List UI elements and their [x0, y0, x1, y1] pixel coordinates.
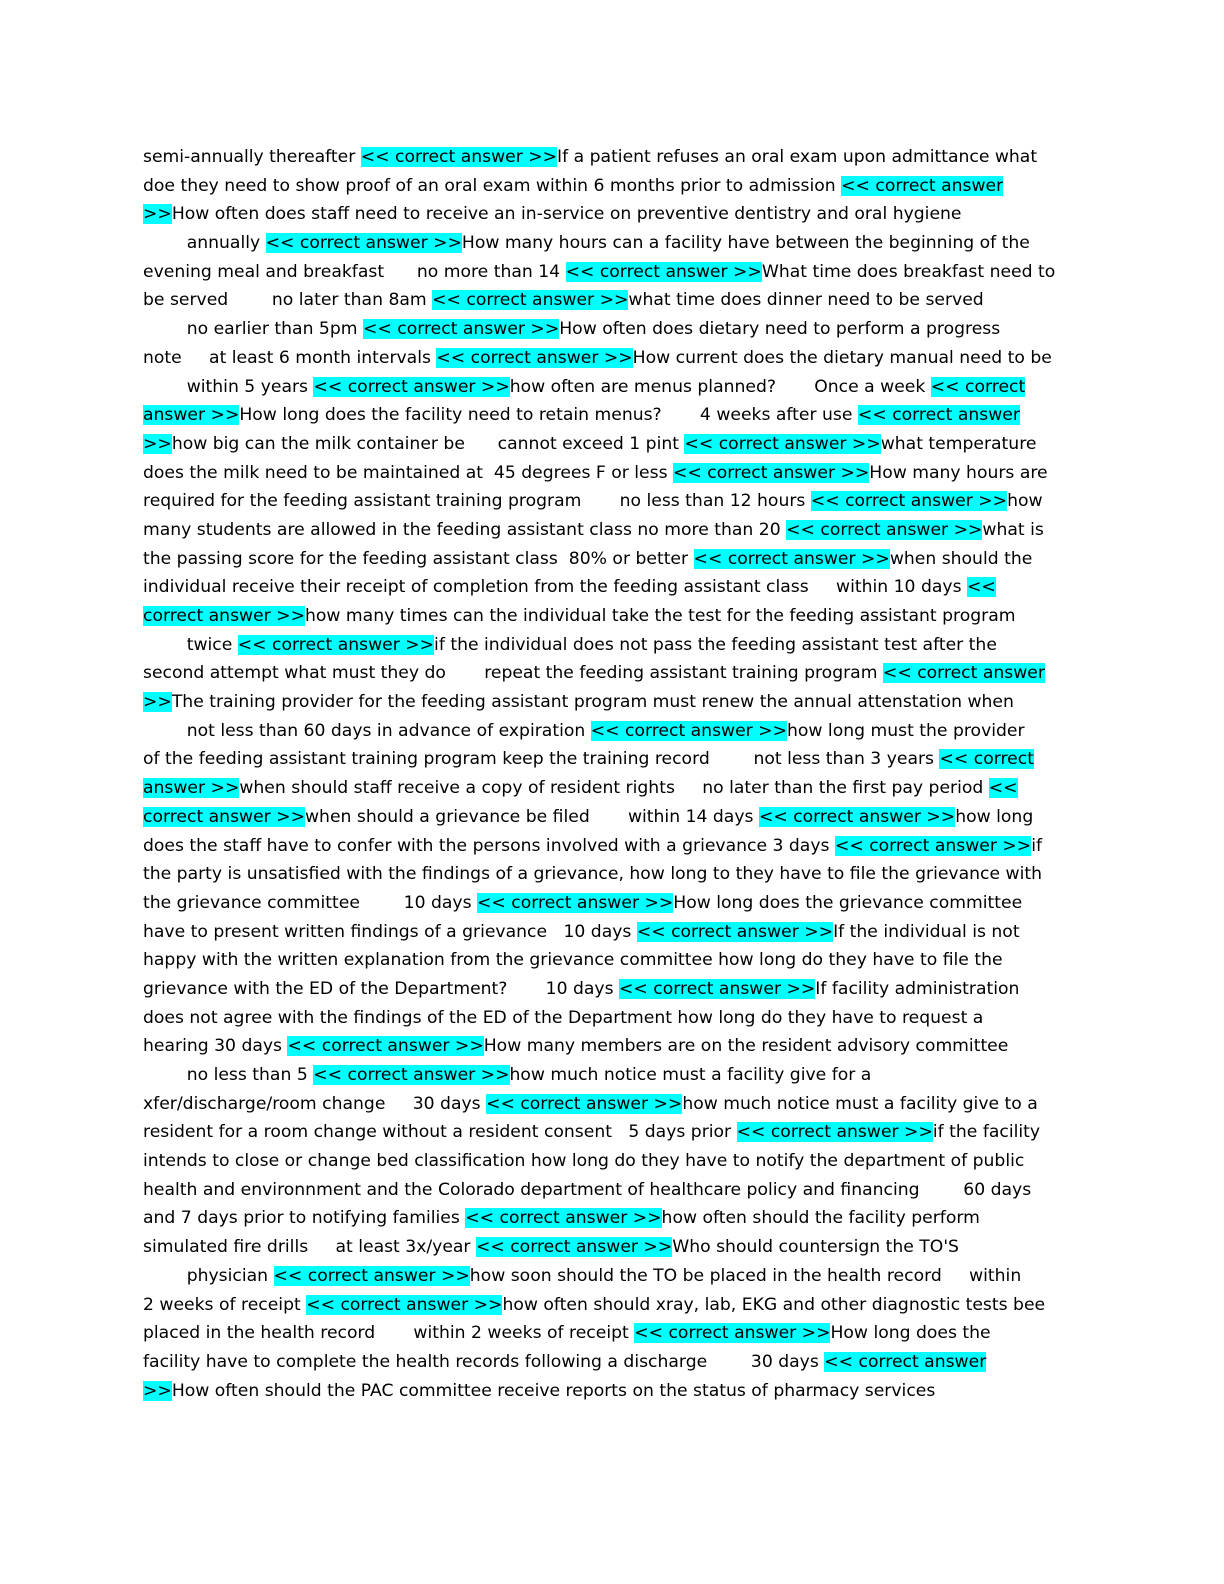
- text-line: [143, 803, 1083, 832]
- answer-highlight: >>: [143, 433, 172, 454]
- answer-highlight: << correct answer >>: [313, 376, 510, 397]
- text-segment: If the individual is not: [833, 921, 1020, 942]
- text-segment: physician: [143, 1265, 274, 1286]
- answer-highlight: << correct answer >>: [313, 1065, 510, 1085]
- text-line: [143, 602, 1083, 631]
- text-segment: how soon should the TO be placed in the health record within: [469, 1265, 1022, 1286]
- text-segment: How often does dietary need to perform a progress: [559, 319, 1001, 340]
- answer-highlight: << correct answer >>: [306, 1294, 503, 1315]
- text-segment: happy with the written explanation from the grievance committee how long do they have to file the: [143, 950, 1003, 971]
- answer-highlight: <<: [988, 778, 1018, 799]
- text-line: [143, 1348, 1083, 1377]
- text-line: [143, 344, 1083, 373]
- text-segment: how often are menus planned? Once a week: [509, 376, 931, 397]
- text-segment: if: [1031, 835, 1043, 856]
- answer-highlight: << correct answer >>: [634, 1323, 831, 1344]
- answer-highlight: << correct answer >>: [273, 1265, 470, 1286]
- text-line: [143, 200, 1083, 229]
- answer-highlight: << correct answer >>: [237, 634, 435, 655]
- text-segment: what temperature: [880, 433, 1037, 454]
- answer-highlight: << correct answer >>: [786, 519, 983, 540]
- text-segment: when should a grievance be filed within 14 days: [305, 806, 759, 827]
- text-segment: The training provider for the feeding assistant program must renew the annual attenstation when: [171, 692, 1014, 713]
- text-line: [143, 1061, 1083, 1090]
- text-line: [143, 143, 1083, 172]
- answer-highlight: << correct answer >>: [693, 548, 890, 569]
- text-line: [143, 860, 1083, 889]
- answer-highlight: << correct answer >>: [360, 147, 558, 167]
- answer-highlight: << correct answer >>: [436, 347, 633, 368]
- text-segment: How long does the facility need to retain menus? 4 weeks after use: [239, 405, 858, 426]
- text-line: [143, 717, 1083, 746]
- text-segment: facility have to complete the health records following a discharge 30 days: [143, 1351, 825, 1372]
- text-segment: twice: [143, 634, 238, 655]
- text-segment: when should staff receive a copy of resident rights no later than the first pay period: [239, 778, 989, 799]
- text-segment: how long must the provider: [787, 720, 1025, 741]
- answer-highlight: << correct answer >>: [736, 1122, 933, 1143]
- text-segment: semi-annually thereafter: [143, 147, 361, 167]
- text-segment: If facility administration: [815, 978, 1020, 999]
- text-segment: how many times can the individual take the test for the feeding assistant program: [305, 606, 1016, 626]
- text-line: [143, 946, 1083, 975]
- answer-highlight: << correct answer >>: [673, 462, 870, 483]
- text-segment: no earlier than 5pm: [143, 319, 363, 340]
- answer-highlight: << correct answer >>: [619, 978, 816, 999]
- text-line: [143, 401, 1083, 430]
- text-line: [143, 1118, 1083, 1147]
- text-segment: how often should the facility perform: [661, 1208, 980, 1229]
- text-segment: if the individual does not pass the feeding assistant test after the: [434, 634, 997, 655]
- text-segment: grievance with the ED of the Department? 10 days: [143, 978, 620, 999]
- answer-highlight: << correct answer >>: [287, 1036, 484, 1057]
- text-segment: evening meal and breakfast no more than 14: [143, 261, 566, 282]
- text-segment: the grievance committee 10 days: [143, 892, 478, 913]
- text-segment: How many hours can a facility have between the beginning of the: [461, 233, 1030, 254]
- answer-highlight: << correct answer >>: [684, 433, 881, 454]
- answer-highlight: << correct answer >>: [565, 261, 762, 282]
- text-line: [143, 659, 1083, 688]
- text-line: [143, 1176, 1083, 1205]
- text-segment: Who should countersign the TO'S: [672, 1237, 959, 1258]
- answer-highlight: << correct answer >>: [477, 892, 674, 913]
- text-segment: does the staff have to confer with the persons involved with a grievance 3 days: [143, 835, 835, 856]
- text-segment: simulated fire drills at least 3x/year: [143, 1237, 476, 1258]
- text-segment: be served no later than 8am: [143, 290, 433, 311]
- document-body: [143, 143, 1083, 1405]
- answer-highlight: << correct answer: [857, 405, 1020, 426]
- text-segment: resident for a room change without a resident consent 5 days prior: [143, 1122, 737, 1143]
- text-line: [143, 487, 1083, 516]
- answer-highlight: answer >>: [143, 778, 240, 799]
- answer-highlight: << correct answer >>: [475, 1237, 673, 1258]
- text-line: [143, 1147, 1083, 1176]
- text-segment: the passing score for the feeding assistant class 80% or better: [143, 548, 694, 569]
- text-segment: required for the feeding assistant training program no less than 12 hours: [143, 491, 811, 512]
- answer-highlight: correct answer >>: [143, 606, 305, 626]
- answer-highlight: << correct answer >>: [486, 1093, 683, 1114]
- text-segment: does not agree with the findings of the ED of the Department how long do they have to request a: [143, 1007, 984, 1028]
- text-segment: How long does the: [830, 1323, 991, 1344]
- text-segment: the party is unsatisfied with the findings of a grievance, how long to they have to file the grievance with: [143, 864, 1042, 885]
- answer-highlight: << correct answer: [824, 1351, 987, 1372]
- answer-highlight: answer >>: [143, 405, 240, 426]
- text-segment: hearing 30 days: [143, 1036, 288, 1057]
- text-line: [143, 889, 1083, 918]
- text-segment: how much notice must a facility give to a: [682, 1093, 1038, 1114]
- text-segment: doe they need to show proof of an oral exam within 6 months prior to admission: [143, 175, 842, 196]
- text-line: [143, 688, 1083, 717]
- text-line: [143, 1319, 1083, 1348]
- text-segment: individual receive their receipt of completion from the feeding assistant class within 10 days: [143, 577, 967, 598]
- text-segment: how long: [955, 806, 1034, 827]
- answer-highlight: >>: [143, 204, 172, 225]
- text-line: [143, 631, 1083, 660]
- text-line: [143, 573, 1083, 602]
- text-segment: not less than 60 days in advance of expiration: [143, 720, 591, 741]
- text-segment: what time does dinner need to be served: [628, 290, 984, 311]
- text-segment: How often does staff need to receive an in-service on preventive dentistry and oral hygiene: [171, 204, 962, 225]
- text-segment: health and environnment and the Colorado department of healthcare policy and financing 60 days: [143, 1179, 1032, 1200]
- answer-highlight: << correct answer >>: [636, 921, 834, 942]
- text-segment: intends to close or change bed classification how long do they have to notify the department of public: [143, 1151, 1025, 1172]
- text-line: [143, 172, 1083, 201]
- text-segment: and 7 days prior to notifying families: [143, 1208, 466, 1229]
- text-line: [143, 1262, 1083, 1291]
- text-segment: how often should xray, lab, EKG and other diagnostic tests bee: [502, 1294, 1046, 1315]
- answer-highlight: <<: [966, 577, 996, 598]
- answer-highlight: << correct answer >>: [590, 720, 787, 741]
- answer-highlight: << correct answer: [841, 175, 1004, 196]
- text-line: [143, 545, 1083, 574]
- answer-highlight: << correct answer: [882, 663, 1045, 684]
- answer-highlight: correct answer >>: [143, 806, 305, 827]
- text-segment: If a patient refuses an oral exam upon admittance what: [557, 147, 1038, 167]
- text-segment: have to present written findings of a grievance 10 days: [143, 921, 637, 942]
- text-line: [143, 1204, 1083, 1233]
- text-segment: xfer/discharge/room change 30 days: [143, 1093, 487, 1114]
- text-segment: within 5 years: [143, 376, 314, 397]
- text-line: [143, 1004, 1083, 1033]
- answer-highlight: << correct answer >>: [362, 319, 560, 340]
- text-line: [143, 1090, 1083, 1119]
- text-segment: How long does the grievance committee: [673, 892, 1023, 913]
- text-segment: How often should the PAC committee receive reports on the status of pharmacy services: [171, 1380, 936, 1401]
- answer-highlight: << correct answer >>: [758, 806, 956, 827]
- text-line: [143, 258, 1083, 287]
- text-segment: of the feeding assistant training program keep the training record not less than 3 years: [143, 749, 940, 770]
- text-line: [143, 1291, 1083, 1320]
- answer-highlight: << correct: [930, 376, 1026, 397]
- text-segment: how much notice must a facility give for a: [509, 1065, 872, 1085]
- text-segment: how big can the milk container be cannot exceed 1 pint: [171, 433, 685, 454]
- text-line: [143, 975, 1083, 1004]
- text-segment: second attempt what must they do repeat the feeding assistant training program: [143, 663, 883, 684]
- text-line: [143, 459, 1083, 488]
- answer-highlight: << correct answer >>: [432, 290, 629, 311]
- text-line: [143, 315, 1083, 344]
- text-segment: How many hours are: [869, 462, 1048, 483]
- text-segment: How current does the dietary manual need to be: [632, 347, 1052, 368]
- text-segment: placed in the health record within 2 weeks of receipt: [143, 1323, 635, 1344]
- text-line: [143, 1233, 1083, 1262]
- text-segment: note at least 6 month intervals: [143, 347, 437, 368]
- text-line: [143, 1377, 1083, 1406]
- text-segment: if the facility: [932, 1122, 1041, 1143]
- text-segment: what is: [982, 519, 1044, 540]
- text-line: [143, 745, 1083, 774]
- text-segment: annually: [143, 233, 266, 254]
- text-segment: 2 weeks of receipt: [143, 1294, 307, 1315]
- answer-highlight: >>: [143, 692, 172, 713]
- text-line: [143, 832, 1083, 861]
- text-segment: how: [1007, 491, 1043, 512]
- answer-highlight: >>: [143, 1380, 172, 1401]
- answer-highlight: << correct answer >>: [265, 233, 462, 254]
- text-segment: when should the: [889, 548, 1033, 569]
- answer-highlight: << correct answer >>: [465, 1208, 662, 1229]
- text-line: [143, 1032, 1083, 1061]
- text-segment: What time does breakfast need to: [761, 261, 1056, 282]
- answer-highlight: << correct answer >>: [834, 835, 1032, 856]
- text-line: [143, 918, 1083, 947]
- text-line: [143, 229, 1083, 258]
- text-segment: many students are allowed in the feeding assistant class no more than 20: [143, 519, 787, 540]
- text-line: [143, 430, 1083, 459]
- text-line: [143, 516, 1083, 545]
- text-segment: How many members are on the resident advisory committee: [483, 1036, 1009, 1057]
- text-line: [143, 286, 1083, 315]
- text-segment: does the milk need to be maintained at 45 degrees F or less: [143, 462, 674, 483]
- text-line: [143, 373, 1083, 402]
- text-segment: no less than 5: [143, 1065, 314, 1085]
- text-line: [143, 774, 1083, 803]
- answer-highlight: << correct: [939, 749, 1034, 770]
- answer-highlight: << correct answer >>: [810, 491, 1008, 512]
